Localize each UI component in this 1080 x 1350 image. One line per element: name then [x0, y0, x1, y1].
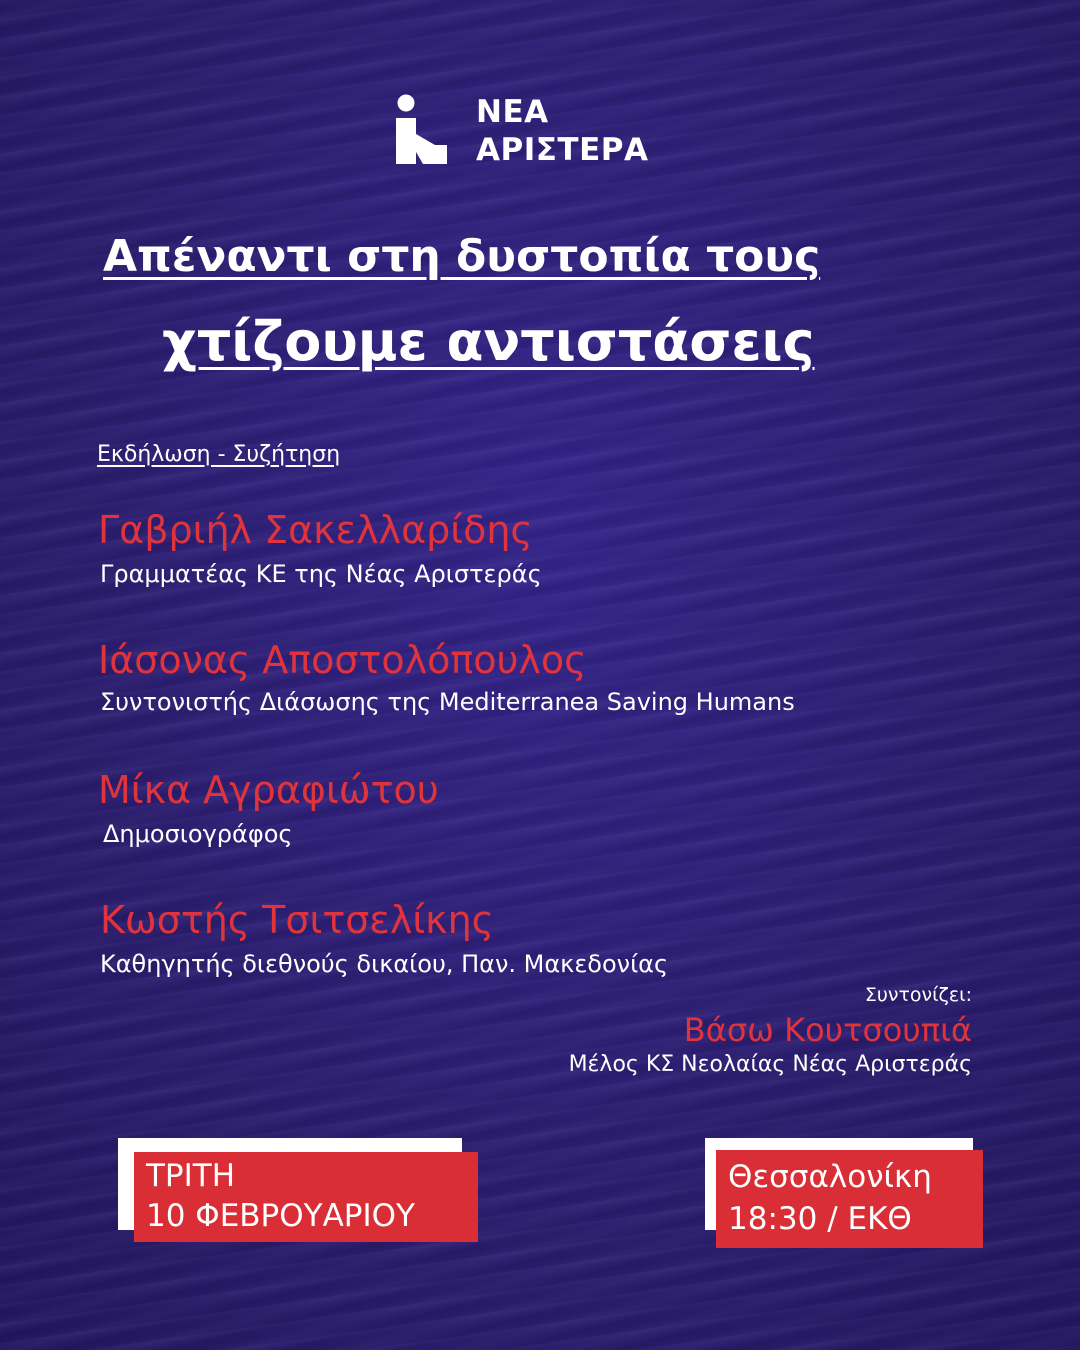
date-box	[134, 1152, 478, 1242]
speaker-role: Συντονιστής Διάσωσης της Mediterranea Saving Humans	[100, 688, 795, 716]
place-time-venue: 18:30 / ΕΚΘ	[728, 1201, 912, 1237]
nea-aristera-logo-mark-icon	[395, 94, 447, 164]
speaker-role: Καθηγητής διεθνούς δικαίου, Παν. Μακεδονίας	[100, 950, 669, 978]
moderator-name: Βάσω Κουτσουπιά	[683, 1011, 972, 1049]
logo-line-1: ΝΕΑ	[476, 94, 549, 130]
speaker-role: Γραμματέας ΚΕ της Νέας Αριστεράς	[100, 560, 542, 588]
place-city: Θεσσαλονίκη	[728, 1159, 932, 1195]
event-type-label: Εκδήλωση - Συζήτηση	[97, 442, 341, 467]
speaker-name: Ιάσονας Αποστολόπουλος	[98, 638, 587, 682]
title-line-1: Απέναντι στη δυστοπία τους	[103, 231, 821, 282]
speaker-name: Μίκα Αγραφιώτου	[98, 768, 439, 812]
place-box	[716, 1150, 983, 1248]
date-day: ΤΡΙΤΗ	[146, 1158, 236, 1194]
logo-wordmark	[476, 93, 648, 169]
date-full: 10 ΦΕΒΡΟΥΑΡΙΟΥ	[146, 1198, 415, 1234]
title-line-2: χτίζουμε αντιστάσεις	[162, 310, 815, 373]
speaker-role: Δημοσιογράφος	[103, 820, 293, 848]
moderator-label: Συντονίζει:	[864, 984, 972, 1006]
logo-line-2: ΑΡΙΣΤΕΡΑ	[476, 132, 649, 168]
moderator-role: Μέλος ΚΣ Νεολαίας Νέας Αριστεράς	[568, 1052, 972, 1077]
speaker-name: Κωστής Τσιτσελίκης	[100, 898, 494, 942]
speaker-name: Γαβριήλ Σακελλαρίδης	[98, 508, 533, 552]
